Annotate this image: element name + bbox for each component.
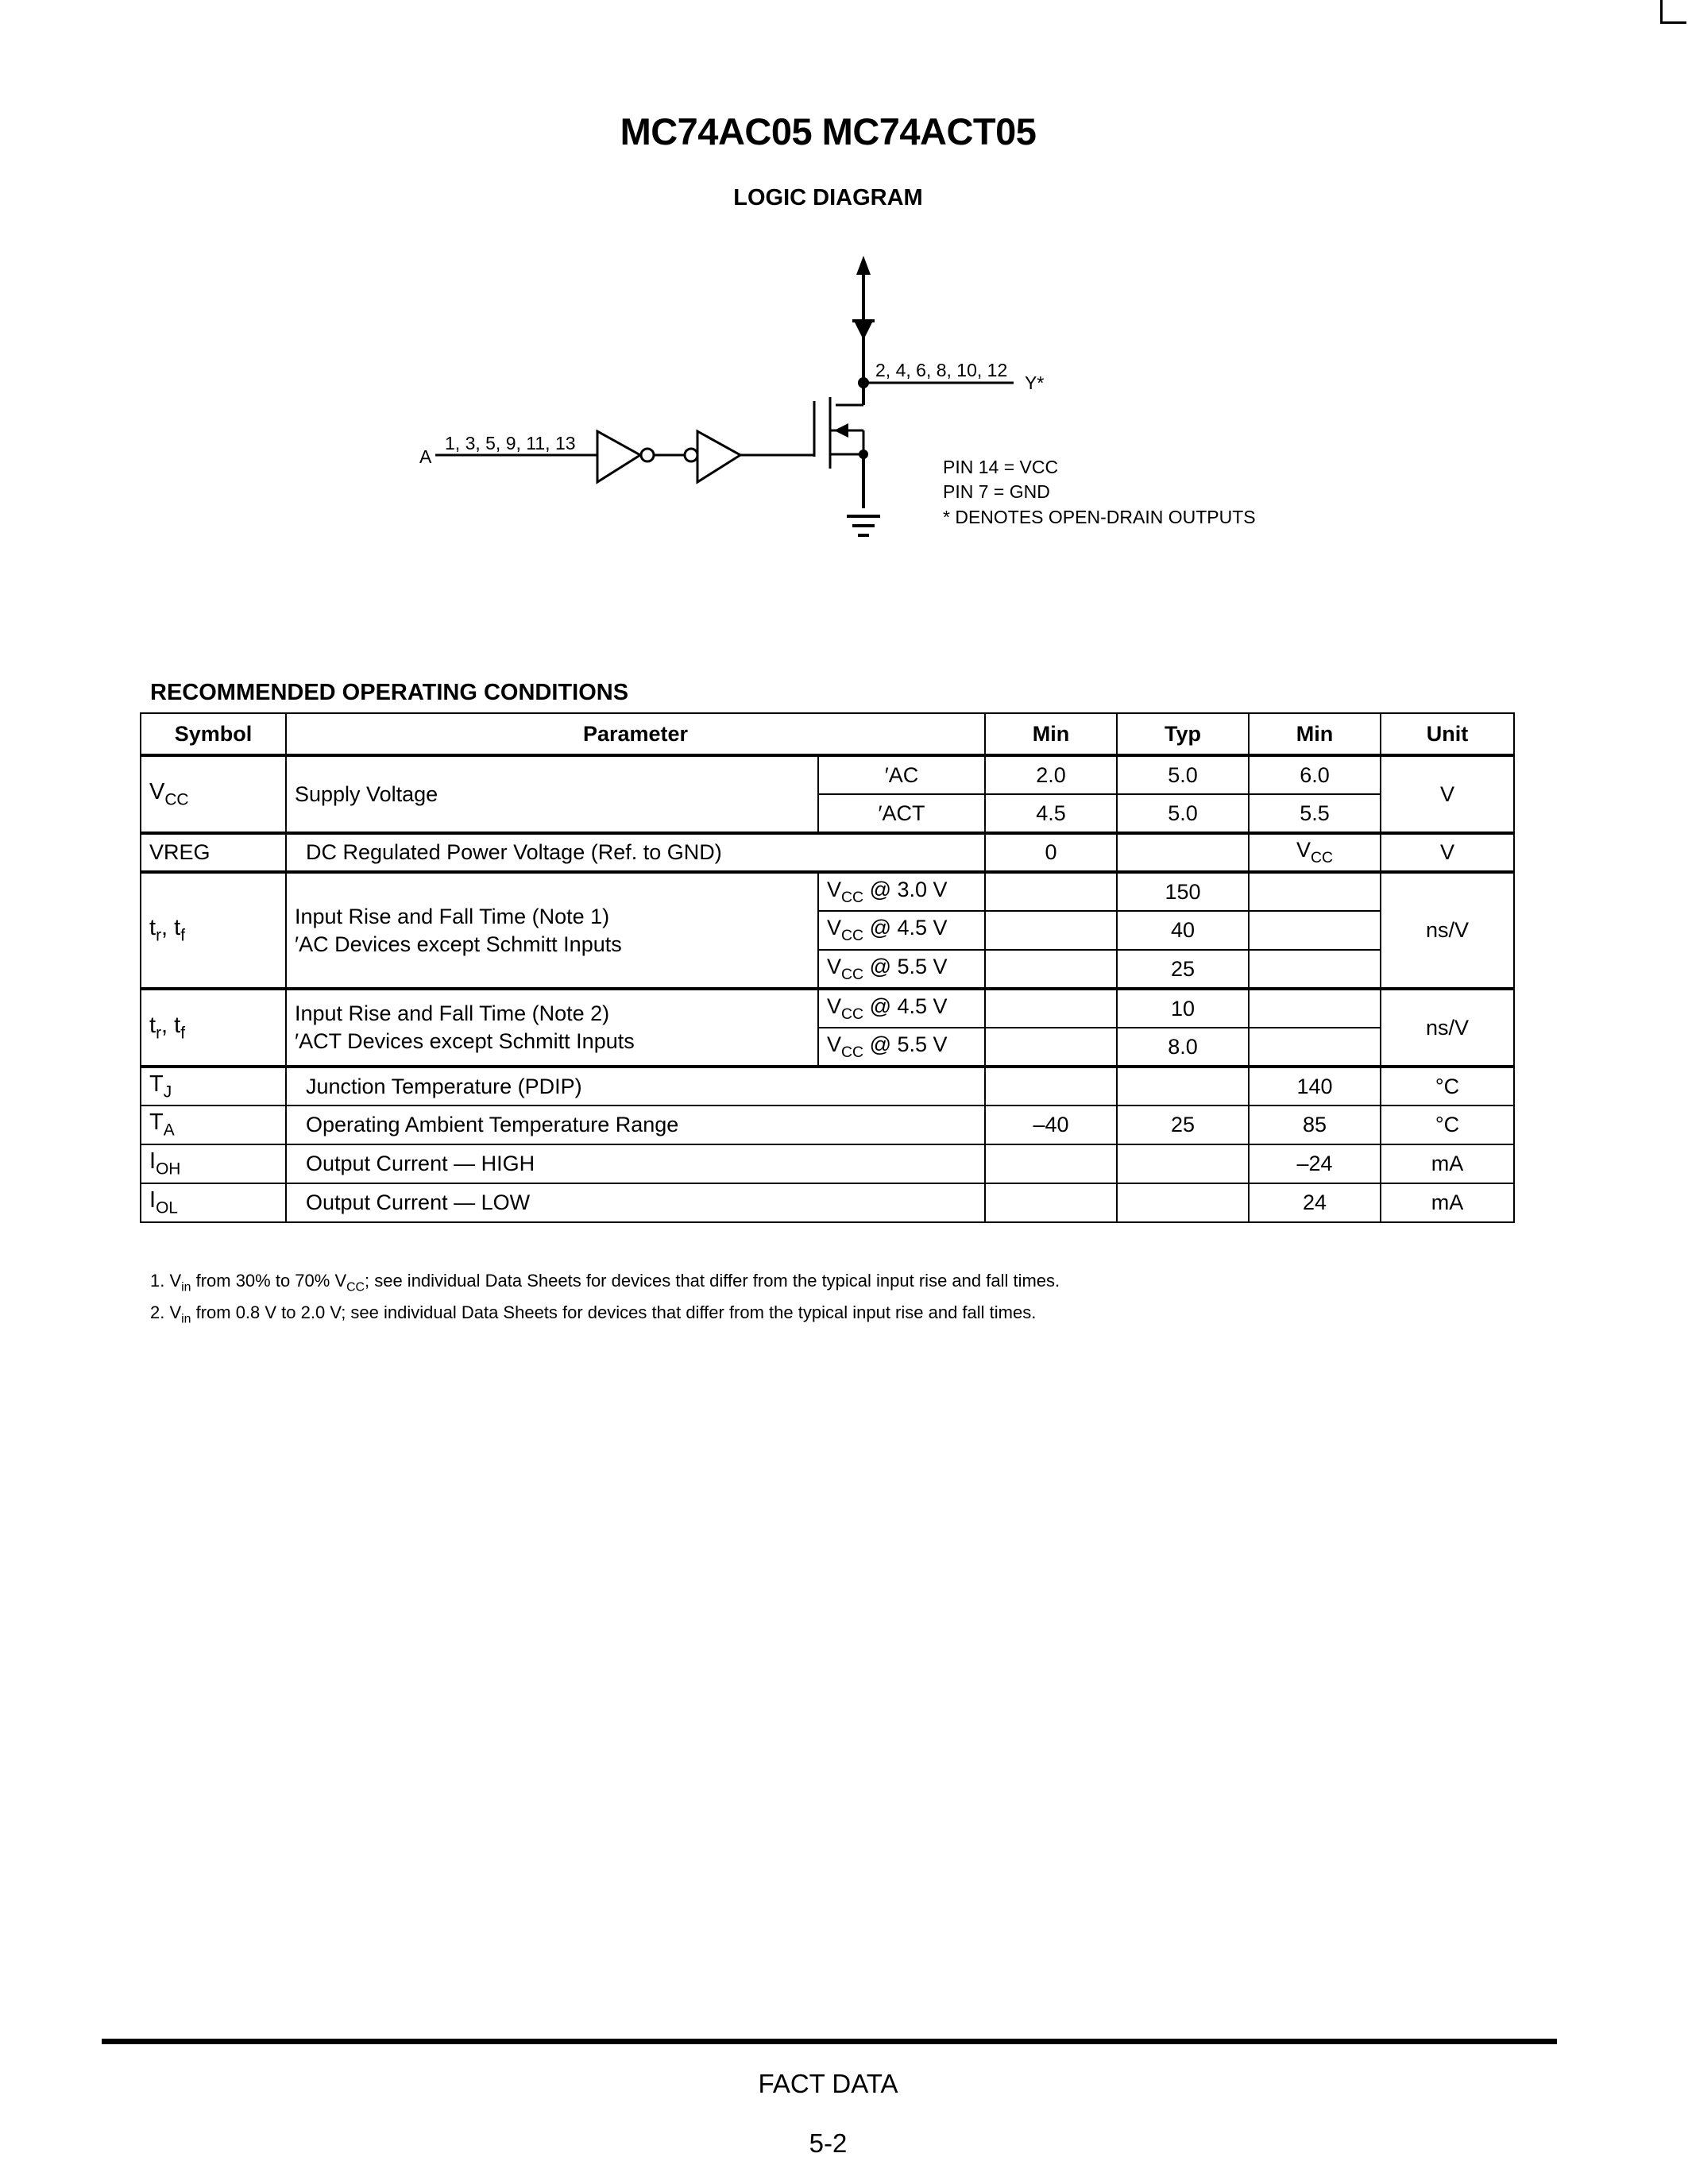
unit-cell: ns/V <box>1381 989 1514 1067</box>
logic-diagram <box>0 238 1688 556</box>
header-symbol: Symbol <box>141 713 286 755</box>
max-cell <box>1249 872 1381 911</box>
table-row <box>141 755 1514 794</box>
header-max: Min <box>1249 713 1381 755</box>
symbol-cell: $T_J$ <box>141 1067 286 1106</box>
max-cell: 85 <box>1249 1106 1381 1144</box>
condition-cell: $V_{CC}$ @ 5.5 V <box>818 1028 985 1067</box>
table-footnotes <box>150 1268 1060 1331</box>
typ-cell <box>1117 1183 1249 1222</box>
table-row <box>141 1183 1514 1222</box>
min-cell: 2.0 <box>985 755 1117 794</box>
diagram-note-vcc: PIN 14 = VCC <box>943 457 1059 477</box>
min-cell <box>985 1067 1117 1106</box>
unit-cell: °C <box>1381 1106 1514 1144</box>
condition-cell: $V_{CC}$ @ 4.5 V <box>818 911 985 950</box>
table-header-row <box>141 713 1514 755</box>
max-cell <box>1249 950 1381 989</box>
header-unit: Unit <box>1381 713 1514 755</box>
parameter-cell: Output Current — HIGH <box>286 1144 985 1183</box>
symbol-cell: $t_r$, $t_f$ <box>141 872 286 989</box>
ground-icon <box>847 516 880 535</box>
operating-conditions-table <box>140 712 1515 1223</box>
typ-cell: 5.0 <box>1117 794 1249 833</box>
condition-cell: ′ACT <box>818 794 985 833</box>
transistor-arrow-icon <box>834 423 848 438</box>
diagram-note-open-drain: * DENOTES OPEN-DRAIN OUTPUTS <box>943 507 1256 527</box>
symbol-cell: $T_A$ <box>141 1106 286 1144</box>
table-row <box>141 833 1514 872</box>
parameter-cell: Supply Voltage <box>286 755 818 833</box>
unit-cell: mA <box>1381 1183 1514 1222</box>
typ-cell: 5.0 <box>1117 755 1249 794</box>
max-cell: 140 <box>1249 1067 1381 1106</box>
output-pins-label: 2, 4, 6, 8, 10, 12 <box>875 360 1008 380</box>
max-cell: 24 <box>1249 1183 1381 1222</box>
max-cell: 5.5 <box>1249 794 1381 833</box>
parameter-cell: DC Regulated Power Voltage (Ref. to GND) <box>286 833 985 872</box>
condition-cell: ′AC <box>818 755 985 794</box>
condition-cell: $V_{CC}$ @ 3.0 V <box>818 872 985 911</box>
header-parameter: Parameter <box>286 713 985 755</box>
min-cell <box>985 1028 1117 1067</box>
page-title: MC74AC05 MC74ACT05 <box>620 110 1037 152</box>
page-number: 5-2 <box>809 2128 848 2158</box>
footer-label: FACT DATA <box>758 2069 898 2098</box>
max-cell: $V_{CC}$ <box>1249 833 1381 872</box>
typ-cell: 25 <box>1117 950 1249 989</box>
output-label: Y* <box>1025 372 1045 393</box>
condition-cell: $V_{CC}$ @ 4.5 V <box>818 989 985 1028</box>
parameter-cell: Input Rise and Fall Time (Note 2) ′ACT Devices except Schmitt Inputs <box>286 989 818 1067</box>
min-cell <box>985 872 1117 911</box>
table-heading: RECOMMENDED OPERATING CONDITIONS <box>150 680 629 705</box>
max-cell <box>1249 1028 1381 1067</box>
unit-cell: V <box>1381 755 1514 833</box>
typ-cell <box>1117 833 1249 872</box>
typ-cell: 40 <box>1117 911 1249 950</box>
min-cell: 0 <box>985 833 1117 872</box>
typ-cell: 8.0 <box>1117 1028 1249 1067</box>
diode-icon <box>854 321 873 340</box>
typ-cell: 25 <box>1117 1106 1249 1144</box>
unit-cell: V <box>1381 833 1514 872</box>
logic-diagram-heading: LOGIC DIAGRAM <box>733 185 923 210</box>
symbol-cell: $t_r$, $t_f$ <box>141 989 286 1067</box>
typ-cell: 10 <box>1117 989 1249 1028</box>
diagram-note-gnd: PIN 7 = GND <box>943 481 1050 502</box>
parameter-cell: Operating Ambient Temperature Range <box>286 1106 985 1144</box>
min-cell <box>985 1144 1117 1183</box>
symbol-cell: $I_{OL}$ <box>141 1183 286 1222</box>
min-cell <box>985 911 1117 950</box>
unit-cell: ns/V <box>1381 872 1514 989</box>
header-min: Min <box>985 713 1117 755</box>
input-label: A <box>419 446 432 467</box>
max-cell: 6.0 <box>1249 755 1381 794</box>
inverter-gate-1 <box>597 431 640 482</box>
symbol-cell: $I_{OH}$ <box>141 1144 286 1183</box>
max-cell <box>1249 989 1381 1028</box>
table-row <box>141 872 1514 911</box>
min-cell: 4.5 <box>985 794 1117 833</box>
max-cell: –24 <box>1249 1144 1381 1183</box>
parameter-cell: Junction Temperature (PDIP) <box>286 1067 985 1106</box>
typ-cell <box>1117 1144 1249 1183</box>
condition-cell: $V_{CC}$ @ 5.5 V <box>818 950 985 989</box>
table-row <box>141 1106 1514 1144</box>
parameter-cell: Input Rise and Fall Time (Note 1) ′AC Devices except Schmitt Inputs <box>286 872 818 989</box>
max-cell <box>1249 911 1381 950</box>
symbol-cell: $V_{CC}$ <box>141 755 286 833</box>
vcc-arrow-icon <box>856 256 871 275</box>
typ-cell <box>1117 1067 1249 1106</box>
header-typ: Typ <box>1117 713 1249 755</box>
table-row <box>141 989 1514 1028</box>
table-row <box>141 1067 1514 1106</box>
unit-cell: °C <box>1381 1067 1514 1106</box>
inverter-gate-2 <box>697 431 740 482</box>
input-pins-label: 1, 3, 5, 9, 11, 13 <box>445 433 576 453</box>
typ-cell: 150 <box>1117 872 1249 911</box>
min-cell <box>985 1183 1117 1222</box>
footnote-2: 2. $V_{in}$ from 0.8 V to 2.0 V; see individual Data Sheets for devices that differ from the typical input rise and fall times. <box>150 1302 1037 1326</box>
min-cell <box>985 950 1117 989</box>
min-cell: –40 <box>985 1106 1117 1144</box>
unit-cell: mA <box>1381 1144 1514 1183</box>
page-corner-mark <box>1660 0 1686 24</box>
table-row <box>141 1144 1514 1183</box>
footnote-1: 1. $V_{in}$ from 30% to 70% $V_{CC}$; see individual Data Sheets for devices that differ from the typical input rise and fall times. <box>150 1271 1060 1295</box>
symbol-cell: VREG <box>141 833 286 872</box>
footer-divider <box>102 2039 1557 2044</box>
parameter-cell: Output Current — LOW <box>286 1183 985 1222</box>
min-cell <box>985 989 1117 1028</box>
